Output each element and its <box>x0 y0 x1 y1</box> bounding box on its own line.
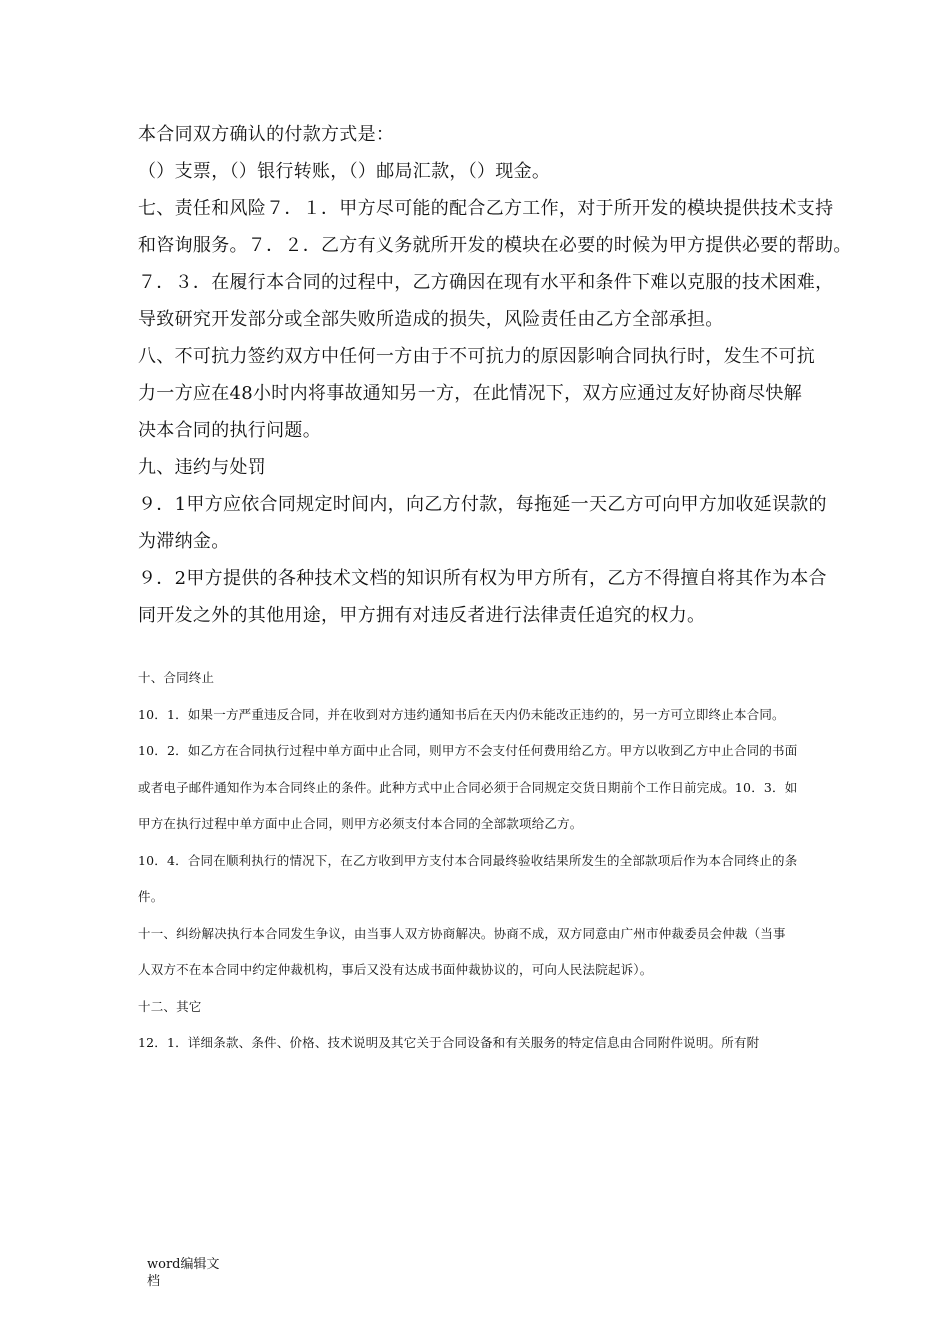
paragraph-line: 同开发之外的其他用途，甲方拥有对违反者进行法律责任追究的权力。 <box>138 605 706 626</box>
paragraph-line: 10．1．如果一方严重违反合同，并在收到对方违约通知书后在天内仍未能改正违约的，另一方可立即终止本合同。 <box>138 706 785 722</box>
paragraph-line: ７．３．在履行本合同的过程中，乙方确因在现有水平和条件下难以克服的技术困难， <box>138 272 834 293</box>
paragraph-line: 10．4．合同在顺利执行的情况下，在乙方收到甲方支付本合同最终验收结果所发生的全部款项后作为本合同终止的条 <box>138 852 798 868</box>
section-heading: 十二、其它 <box>138 998 202 1014</box>
paragraph-line: 甲方在执行过程中单方面中止合同，则甲方必须支付本合同的全部款项给乙方。 <box>138 816 583 831</box>
contract-main-text <box>138 116 868 634</box>
paragraph-line: 和咨询服务。７．２．乙方有义务就所开发的模块在必要的时候为甲方提供必要的帮助。 <box>138 235 852 256</box>
paragraph-line: ９．2甲方提供的各种技术文档的知识所有权为甲方所有，乙方不得擅自将其作为本合 <box>138 568 827 589</box>
paragraph-line: 七、责任和风险７．１．甲方尽可能的配合乙方工作，对于所开发的模块提供技术支持 <box>138 198 834 219</box>
contract-terms-text <box>138 660 868 1062</box>
paragraph-line: ９．1甲方应依合同规定时间内，向乙方付款，每拖延一天乙方可向甲方加收延误款的 <box>138 494 827 515</box>
paragraph-line: 人双方不在本合同中约定仲裁机构，事后又没有达成书面仲裁协议的，可向人民法院起诉）。 <box>138 962 653 977</box>
paragraph-line: 导致研究开发部分或全部失败所造成的损失，风险责任由乙方全部承担。 <box>138 309 724 330</box>
paragraph-line: 12．1．详细条款、条件、价格、技术说明及其它关于合同设备和有关服务的特定信息由合同附件说明。所有附 <box>138 1035 760 1050</box>
paragraph-line: 或者电子邮件通知作为本合同终止的条件。此种方式中止合同必须于合同规定交货日期前个工作日前完成。10．3．如 <box>138 779 798 795</box>
footer-line: 档 <box>147 1274 161 1289</box>
paragraph-line: 为滞纳金。 <box>138 531 230 552</box>
paragraph-line: 十一、纠纷解决执行本合同发生争议，由当事人双方协商解决。协商不成，双方同意由广州市仲裁委员会仲裁（当事 <box>138 925 786 941</box>
paragraph-line: （）支票，（）银行转账，（）邮局汇款，（）现金。 <box>138 161 551 182</box>
section-heading: 九、违约与处罚 <box>138 457 267 478</box>
paragraph-line: 10．2．如乙方在合同执行过程中单方面中止合同，则甲方不会支付任何费用给乙方。甲方以收到乙方中止合同的书面 <box>138 743 798 758</box>
section-heading: 十、合同终止 <box>138 670 215 685</box>
paragraph-line: 本合同双方确认的付款方式是： <box>138 124 395 145</box>
paragraph-line: 决本合同的执行问题。 <box>138 420 321 441</box>
page-footer <box>147 1256 227 1290</box>
footer-line: word编辑文 <box>147 1257 220 1272</box>
paragraph-line: 件。 <box>138 889 164 904</box>
paragraph-line: 力一方应在48小时内将事故通知另一方，在此情况下，双方应通过友好协商尽快解 <box>138 383 803 404</box>
paragraph-line: 八、不可抗力签约双方中任何一方由于不可抗力的原因影响合同执行时，发生不可抗 <box>138 346 816 367</box>
